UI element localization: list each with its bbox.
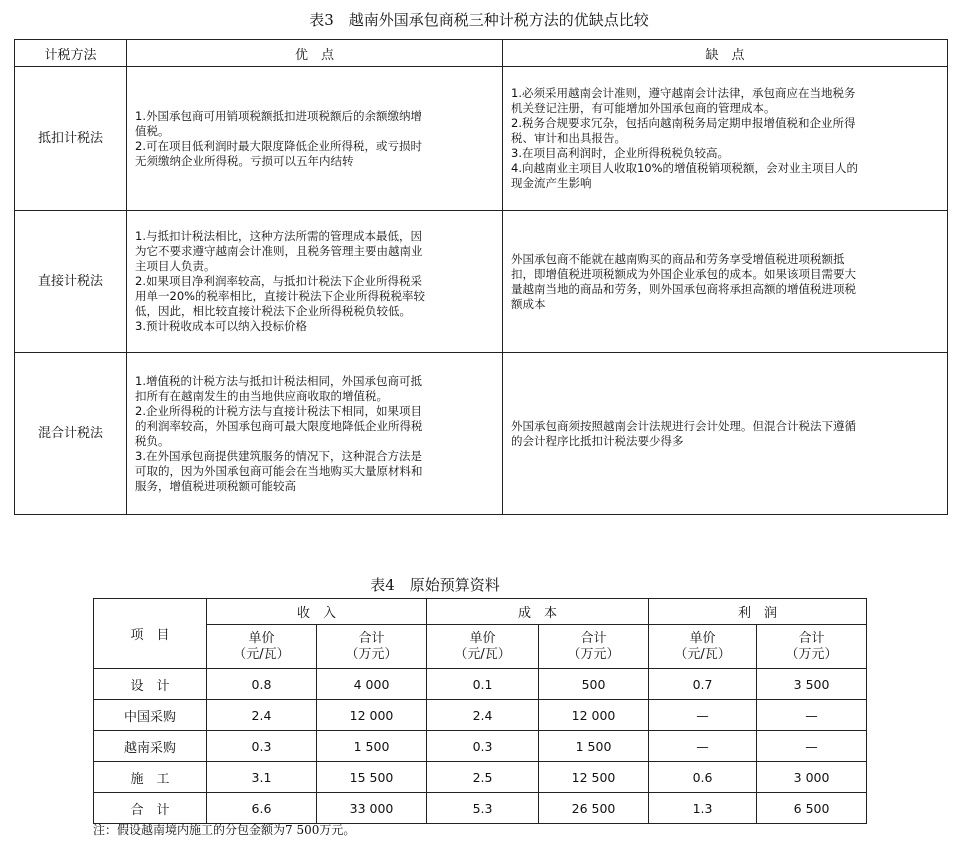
table-row: [94, 669, 867, 700]
table3-row: [15, 67, 948, 211]
header-unit: （元/瓦）: [454, 646, 511, 662]
table-cell: —: [649, 700, 757, 731]
header-unit: （元/瓦）: [233, 646, 290, 662]
table-cell: 2.5: [427, 762, 539, 793]
header-unit-price: [649, 625, 757, 669]
text-line: 现金流产生影响: [511, 176, 592, 190]
table-row: [94, 762, 867, 793]
header-unit: （万元）: [567, 646, 620, 662]
header-unit: （万元）: [785, 646, 838, 662]
text-line: 无须缴纳企业所得税。亏损可以五年内结转: [135, 153, 354, 168]
table-row: [94, 700, 867, 731]
text-line: 1.外国承包商可用销项税额抵扣进项税额后的余额缴纳增: [135, 108, 422, 123]
table-cell: 6.6: [207, 793, 317, 824]
table4-sub-header-row: [94, 625, 867, 669]
table-cell: 2.4: [207, 700, 317, 731]
text-line: 2.税务合规要求冗杂，包括向越南税务局定期申报增值税和企业所得: [511, 116, 856, 130]
text-line: 税负。: [135, 433, 170, 448]
header-line: 合计: [798, 630, 825, 646]
text-line: 服务，增值税进项税额可能较高: [135, 478, 296, 493]
table-cell: 2.4: [427, 700, 539, 731]
table-row: [94, 731, 867, 762]
header-unit: （元/瓦）: [674, 646, 731, 662]
table-cell: 6 500: [757, 793, 867, 824]
text-line: 外国承包商须按照越南会计法规进行会计处理。但混合计税法下遵循: [511, 418, 856, 433]
header-pros: 优 点: [127, 40, 503, 67]
text-line: 外国承包商不能就在越南购买的商品和劳务享受增值税进项税额抵: [511, 251, 845, 266]
header-group-cost: 成 本: [427, 599, 649, 625]
table-cell: —: [757, 700, 867, 731]
table-cell: 500: [539, 669, 649, 700]
header-cons: 缺 点: [503, 40, 948, 67]
header-line: 单价: [248, 630, 275, 646]
text-line: 扣，即增值税进项税额成为外国企业承包的成本。如果该项目需要大: [511, 266, 856, 281]
header-unit-price: [207, 625, 317, 669]
table4-title: 表4 原始预算资料: [370, 576, 500, 594]
table4-group-header-row: [94, 599, 867, 625]
header-unit-price: [427, 625, 539, 669]
text-line: 的利润率较高，外国承包商可最大限度地降低企业所得税: [135, 418, 423, 433]
table-cell: 0.6: [649, 762, 757, 793]
table-cell: —: [649, 731, 757, 762]
text-line: 为它不要求遵守越南会计准则，且税务管理主要由越南业: [135, 244, 423, 258]
row-item: 设 计: [94, 669, 207, 700]
table-cell: —: [757, 731, 867, 762]
cons-cell: [503, 67, 948, 211]
table-cell: 0.3: [427, 731, 539, 762]
text-line: 的会计程序比抵扣计税法要少得多: [511, 433, 684, 448]
header-group-revenue: 收 入: [207, 599, 427, 625]
cons-cell: [503, 353, 948, 515]
header-line: 合计: [580, 630, 607, 646]
budget-table: [93, 598, 867, 824]
table3-header-row: [15, 40, 948, 67]
text-line: 2.如果项目净利润率较高，与抵扣计税法下企业所得税采: [135, 274, 422, 288]
tax-methods-comparison-table: [14, 39, 948, 515]
table-cell: 1 500: [539, 731, 649, 762]
text-line: 3.预计税收成本可以纳入投标价格: [135, 319, 307, 333]
text-line: 2.可在项目低利润时最大限度降低企业所得税，或亏损时: [135, 138, 422, 153]
table-cell: 0.7: [649, 669, 757, 700]
text-line: 税、审计和出具报告。: [511, 131, 626, 145]
pros-cell: [127, 211, 503, 353]
text-line: 1.增值税的计税方法与抵扣计税法相同，外国承包商可抵: [135, 373, 422, 388]
header-line: 单价: [469, 630, 496, 646]
header-tax-method: 计税方法: [15, 40, 127, 67]
row-item: 施 工: [94, 762, 207, 793]
method-cell: 混合计税法: [15, 353, 127, 515]
cons-cell: [503, 211, 948, 353]
text-line: 扣所有在越南发生的由当地供应商收取的增值税。: [135, 388, 388, 403]
text-line: 可取的，因为外国承包商可能会在当地购买大量原材料和: [135, 463, 423, 478]
text-line: 用单一20%的税率相比，直接计税法下企业所得税税率较: [135, 289, 426, 303]
table3-row: [15, 353, 948, 515]
header-unit: （万元）: [345, 646, 398, 662]
table-cell: 4 000: [317, 669, 427, 700]
header-line: 合计: [358, 630, 385, 646]
table-cell: 3 000: [757, 762, 867, 793]
header-group-profit: 利 润: [649, 599, 867, 625]
text-line: 额成本: [511, 296, 546, 311]
table-cell: 0.3: [207, 731, 317, 762]
text-line: 量越南当地的商品和劳务，则外国承包商将承担高额的增值税进项税: [511, 281, 856, 296]
text-line: 1.与抵扣计税法相比，这种方法所需的管理成本最低，因: [135, 229, 422, 243]
table-cell: 1.3: [649, 793, 757, 824]
header-item: 项 目: [94, 599, 207, 669]
method-cell: 抵扣计税法: [15, 67, 127, 211]
pros-cell: [127, 67, 503, 211]
text-line: 低，因此，相比较直接计税法下企业所得税税负较低。: [135, 304, 411, 318]
text-line: 1.必须采用越南会计准则，遵守越南会计法律，承包商应在当地税务: [511, 86, 856, 100]
table3-row: [15, 211, 948, 353]
table-cell: 0.8: [207, 669, 317, 700]
text-line: 2.企业所得税的计税方法与直接计税法下相同，如果项目: [135, 403, 422, 418]
table-cell: 0.1: [427, 669, 539, 700]
method-cell: 直接计税法: [15, 211, 127, 353]
text-line: 3.在外国承包商提供建筑服务的情况下，这种混合方法是: [135, 448, 422, 463]
row-item: 越南采购: [94, 731, 207, 762]
table-cell: 1 500: [317, 731, 427, 762]
table3-title: 表3 越南外国承包商税三种计税方法的优缺点比较: [309, 11, 649, 29]
table-cell: 3 500: [757, 669, 867, 700]
table-row-total: [94, 793, 867, 824]
text-line: 机关登记注册，有可能增加外国承包商的管理成本。: [511, 101, 776, 115]
row-item: 合 计: [94, 793, 207, 824]
table-cell: 33 000: [317, 793, 427, 824]
header-total: [539, 625, 649, 669]
table-cell: 12 000: [317, 700, 427, 731]
table-cell: 26 500: [539, 793, 649, 824]
header-total: [317, 625, 427, 669]
text-line: 值税。: [135, 123, 170, 138]
table-cell: 3.1: [207, 762, 317, 793]
row-item: 中国采购: [94, 700, 207, 731]
table-cell: 15 500: [317, 762, 427, 793]
header-line: 单价: [689, 630, 716, 646]
table-cell: 12 500: [539, 762, 649, 793]
text-line: 4.向越南业主项目人收取10%的增值税销项税额，会对业主项目人的: [511, 161, 859, 175]
pros-cell: [127, 353, 503, 515]
table-cell: 5.3: [427, 793, 539, 824]
text-line: 3.在项目高利润时，企业所得税税负较高。: [511, 146, 729, 160]
text-line: 主项目人负责。: [135, 259, 216, 273]
table4-footnote: 注：假设越南境内施工的分包金额为7 500万元。: [93, 823, 356, 837]
table-cell: 12 000: [539, 700, 649, 731]
header-total: [757, 625, 867, 669]
